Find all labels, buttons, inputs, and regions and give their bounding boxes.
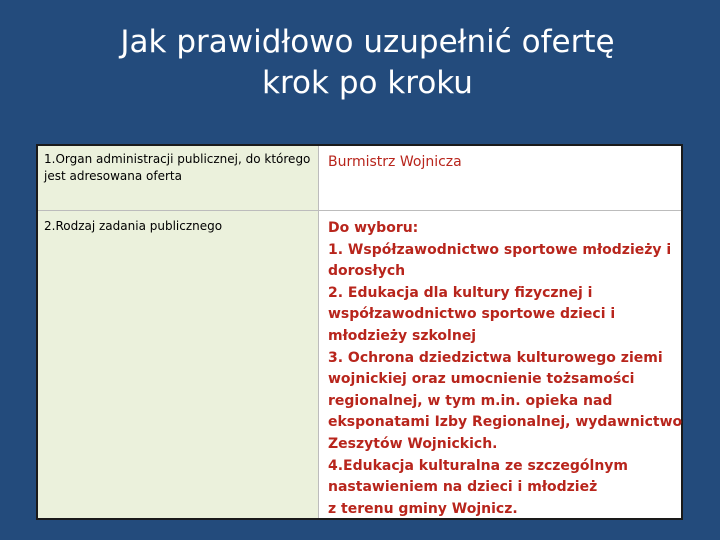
row-2-label: 2.Rodzaj zadania publicznego: [44, 219, 223, 233]
row-2-value: [328, 218, 683, 520]
row-2-value-line: regionalnej, w tym m.in. opieka nad: [328, 392, 613, 409]
slide-title-line-2: krok po kroku: [262, 65, 473, 101]
slide-title-line-1: Jak prawidłowo uzupełnić ofertę: [120, 24, 615, 60]
offer-table: [36, 144, 683, 520]
row-2-value-line: dorosłych: [328, 263, 406, 280]
row-2-value-line: wojnickiej oraz umocnienie tożsamości: [328, 371, 635, 388]
row-2-value-line: 4.Edukacja kulturalna ze szczególnym: [328, 457, 629, 474]
label-column: [38, 146, 318, 518]
row-1-label: 1.Organ administracji publicznej, do którego jest adresowana oferta: [44, 152, 311, 183]
row-2-value-line: 2. Edukacja dla kultury fizycznej i: [328, 284, 593, 301]
row-2-value-line: nastawieniem na dzieci i młodzież: [328, 479, 598, 496]
row-2-value-line: Do wyboru:: [328, 220, 419, 236]
slide-title: [0, 22, 720, 104]
row-2-value-line: młodzieży szkolnej: [328, 327, 477, 344]
row-2-value-line: Zeszytów Wojnickich.: [328, 435, 498, 452]
column-divider: [318, 146, 319, 518]
row-2-value-line: z terenu gminy Wojnicz.: [328, 500, 518, 517]
row-2-value-line: 3. Ochrona dziedzictwa kulturowego ziemi: [328, 349, 663, 366]
row-1-value: Burmistrz Wojnicza: [328, 154, 462, 170]
row-2-value-line: eksponatami Izby Regionalnej, wydawnictwo: [328, 414, 683, 431]
row-2-value-line: 1. Współzawodnictwo sportowe młodzieży i: [328, 241, 672, 258]
row-2-value-line: współzawodnictwo sportowe dzieci i: [328, 306, 616, 323]
row-divider: [38, 210, 681, 211]
